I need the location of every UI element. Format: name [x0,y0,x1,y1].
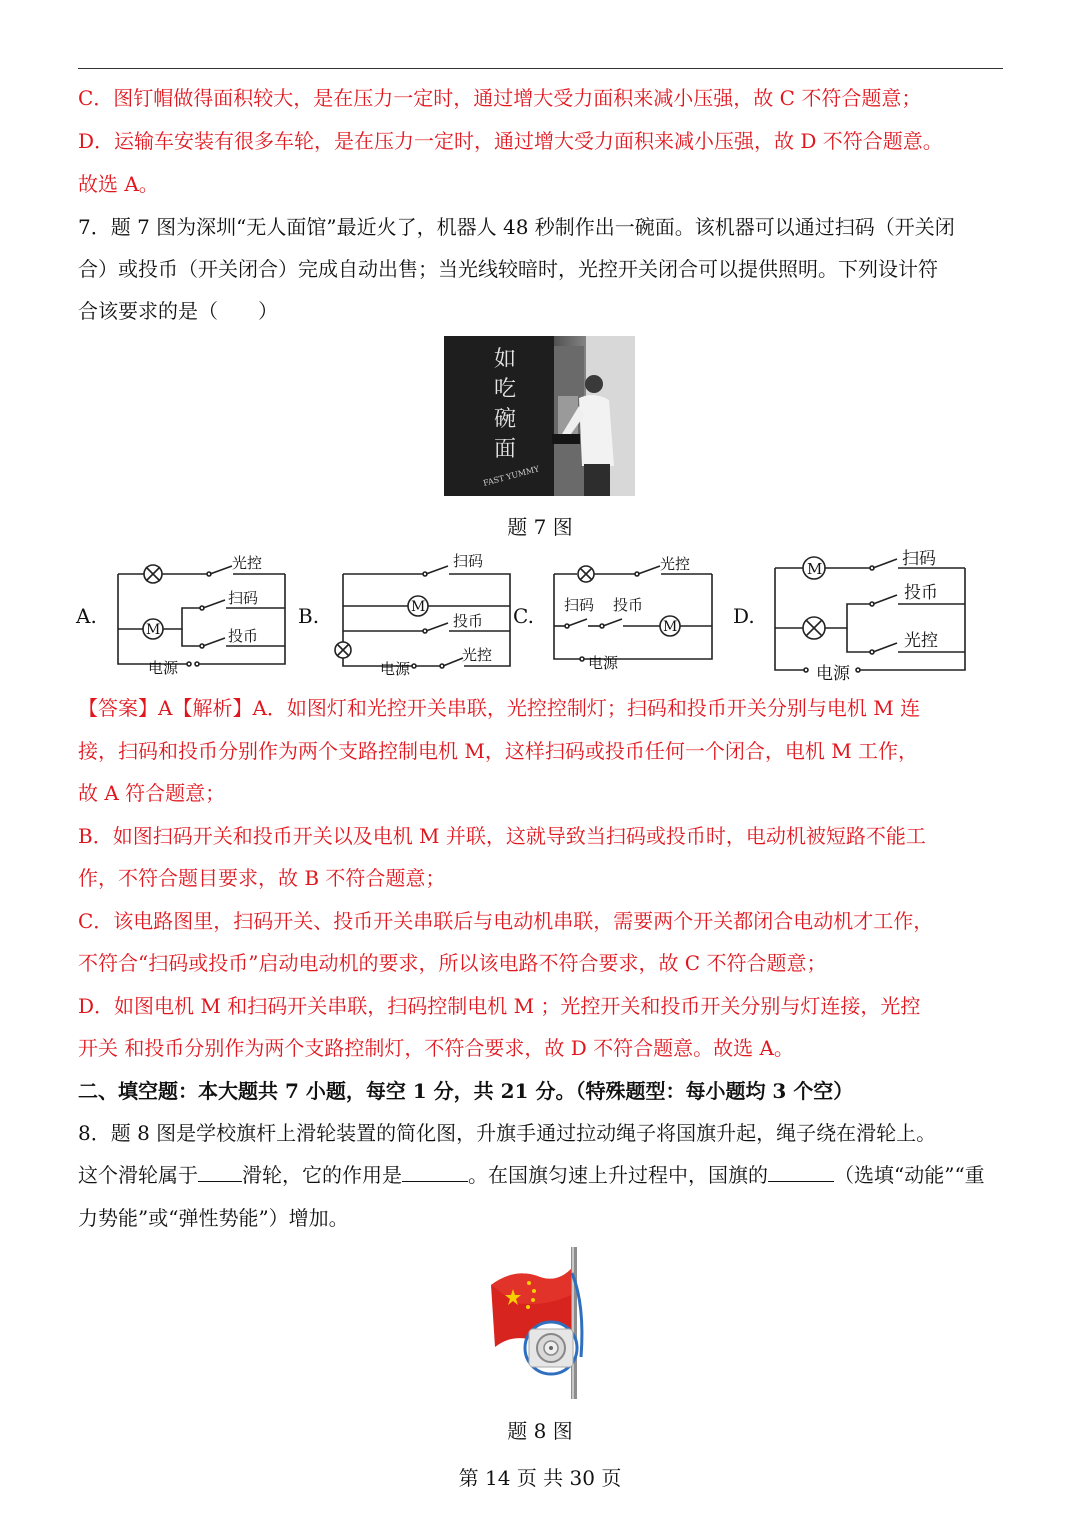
d-scan-label: 扫码 [902,549,936,569]
q7-stem-line-2: 合）或投币（开关闭合）完成自动出售；当光线较暗时，光控开关闭合可以提供照明。下列设计符 [78,257,938,281]
b-coin-label: 投币 [453,612,484,630]
q8-figure-caption: 题 8 图 [507,1419,573,1443]
q8-blank-1[interactable] [198,1161,242,1182]
q7-answer-line-6: C．该电路图里，扫码开关、投币开关串联后与电动机串联，需要两个开关都闭合电动机才工作， [78,909,934,933]
q7-answer-line-2: 接，扫码和投币分别作为两个支路控制电机 M，这样扫码或投币任何一个闭合，电机 M 工作， [78,739,919,763]
option-c-label: C. [513,604,534,628]
a-motor-label: M [146,622,161,638]
photo-sign-char-2: 吃 [494,377,517,402]
q7-answer-line-4: B．如图扫码开关和投币开关以及电机 M 并联，这就导致当扫码或投币时，电动机被短路不能工 [78,824,926,848]
b-light-label: 光控 [462,646,493,664]
c-scan-label: 扫码 [564,596,595,614]
header-rule [78,68,1003,69]
q8-stem-part-b: 滑轮，它的作用是 [242,1163,402,1187]
photo-sign-char-3: 碗 [494,407,517,432]
c-motor-label: M [663,619,678,635]
d-power-label: 电源 [816,664,850,684]
circuit-c [554,555,712,672]
circuit-a [118,554,285,677]
circuit-b [335,552,510,678]
q7-stem-line-1: 7．题 7 图为深圳“无人面馆”最近火了，机器人 48 秒制作出一碗面。该机器可以通过扫码（开关闭 [78,215,955,239]
circuit-d [775,549,965,684]
option-d-label: D. [733,604,755,628]
q7-circuit-options [70,546,1020,686]
b-power-label: 电源 [380,660,411,678]
q8-stem-line-2 [78,1161,1003,1189]
a-scan-label: 扫码 [228,589,259,607]
q7-answer-line-1: 【答案】A【解析】A．如图灯和光控开关串联，光控控制灯；扫码和投币开关分别与电机 M 连 [78,696,921,720]
q8-stem-line-3: 力势能”或“弹性势能”）增加。 [78,1206,349,1230]
q8-stem-line-1: 8．题 8 图是学校旗杆上滑轮装置的简化图，升旗手通过拉动绳子将国旗升起，绳子绕在滑轮上。 [78,1121,937,1145]
c-power-label: 电源 [588,654,619,672]
q8-blank-2[interactable] [402,1161,468,1182]
a-light-label: 光控 [232,554,263,572]
q7-answer-line-7: 不符合“扫码或投币”启动电动机的要求，所以该电路不符合要求，故 C 不符合题意； [78,951,827,975]
q8-blank-3[interactable] [768,1161,834,1182]
q7-answer-line-5: 作，不符合题目要求，故 B 不符合题意； [78,866,446,890]
photo-brand: FAST YUMMY [482,464,541,488]
q7-stem-line-3: 合该要求的是（ ） [78,299,278,323]
q6-conclusion: 故选 A。 [78,172,159,196]
option-a-label: A. [76,604,97,628]
q7-answer-line-3: 故 A 符合题意； [78,781,226,805]
d-coin-label: 投币 [904,583,938,603]
q7-photo [444,336,635,496]
q6-option-c-explanation: C．图钉帽做得面积较大，是在压力一定时，通过增大受力面积来减小压强，故 C 不符合题意； [78,86,922,110]
d-motor-label: M [807,560,823,578]
q8-stem-part-c: 。在国旗匀速上升过程中，国旗的 [468,1163,768,1187]
b-scan-label: 扫码 [453,552,484,570]
q6-option-d-explanation: D．运输车安装有很多车轮，是在压力一定时，通过增大受力面积来减小压强，故 D 不符合题意。 [78,129,943,153]
c-light-label: 光控 [660,555,691,573]
q8-stem-part-d: （选填“动能”“重 [834,1163,985,1187]
option-b-label: B. [298,604,320,628]
b-motor-label: M [411,599,426,615]
page-number: 第 14 页 共 30 页 [458,1466,622,1490]
a-coin-label: 投币 [228,627,259,645]
c-coin-label: 投币 [613,596,644,614]
section-2-heading: 二、填空题：本大题共 7 小题，每空 1 分，共 21 分。（特殊题型：每小题均 3 个空） [78,1079,854,1103]
d-light-label: 光控 [904,631,938,651]
a-power-label: 电源 [148,659,179,677]
q8-stem-part-a: 这个滑轮属于 [78,1163,198,1187]
q7-answer-line-8: D．如图电机 M 和扫码开关串联，扫码控制电机 M ；光控开关和投币开关分别与灯连接，光控 [78,994,921,1018]
photo-sign-char-1: 如 [494,347,517,372]
q7-answer-line-9: 开关 和投币分别作为两个支路控制灯，不符合要求，故 D 不符合题意。故选 A。 [78,1036,794,1060]
photo-sign-char-4: 面 [494,437,517,462]
q8-flag-pulley-figure [485,1245,595,1400]
q7-figure-caption: 题 7 图 [507,515,573,539]
